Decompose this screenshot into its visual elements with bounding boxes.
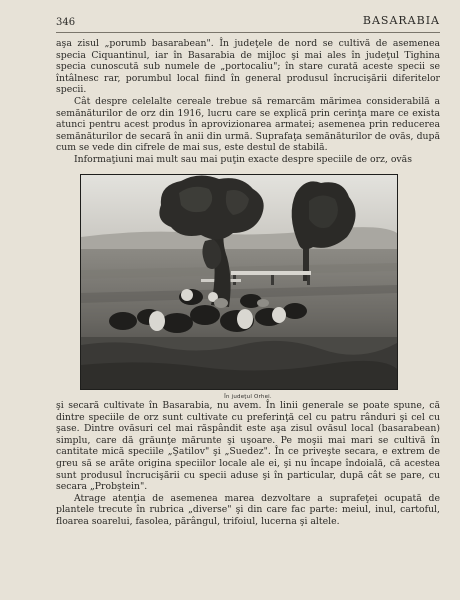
body-text-top [56, 38, 440, 166]
page-number: 346 [56, 17, 76, 28]
paragraph: Informaţiuni mai mult sau mai puţin exacte despre speciile de orz, ovăs [74, 153, 412, 165]
paragraph: Atrage atenţia de asemenea marea dezvoltare a suprafeţei ocupată de plantele trecute în rubrica „diverse" şi din care fac parte: meiul, inul, cartoful, floarea soarelui, fasolea, părângul, trifoiul, lucerna şi altele. [56, 492, 440, 527]
paragraph: Cât despre celelalte cereale trebue să remarcăm mărimea considerabilă a semănăturilor de orz din 1916, lucru care se explică prin cerinţa mare ce exista atunci pentru acest produs în aprovizionarea armatei; asemenea prin reducerea semănăturilor de secară în anii din urmă. Suprafaţa semănăturilor de ovăs, după cum se vede din cifrele de mai sus, este destul de stabilă. [56, 95, 440, 154]
paragraph: aşa zisul „porumb basarabean". În judeţele de nord se cultivă de asemenea specia Ciquantinul, iar în Basarabia de mijloc şi mai ales în judeţul Tighina specia cunoscută sub numele de „portocaliu"; în stare curată aceste specii se întâlnesc rar, porumbul local fiind în general produsul încrucişării diferitelor specii. [56, 38, 440, 96]
running-title: BASARABIA [362, 14, 440, 27]
body-text-bottom [56, 400, 440, 528]
photograph-sheep-under-trees [80, 174, 398, 390]
page-header [56, 14, 440, 33]
paragraph: şi secară cultivate în Basarabia, nu avem. În linii generale se poate spune, că dintre speciile de orz sunt cultivate cu preferinţă cel cu patru rânduri şi cel cu şase. Dintre ovăsuri cel mai răspândit este aşa zisul ovăsul local (basarabean) simplu, care dă grăunţe mărunte şi uşoare. Pe moşii mai mari se cultivă în cantitate mică speciile „Şatilov" şi „Suedez". În ce priveşte secara, e extrem de greu să se arăte origina speciilor locale ale ei, şi nu încape îndoială, că acestea sunt produsul încrucişării cu specii aduse şi în particular, după cât se pare, cu secara „Probştein". [56, 400, 440, 493]
photo-caption: În judeţul Orhei. [224, 394, 272, 400]
